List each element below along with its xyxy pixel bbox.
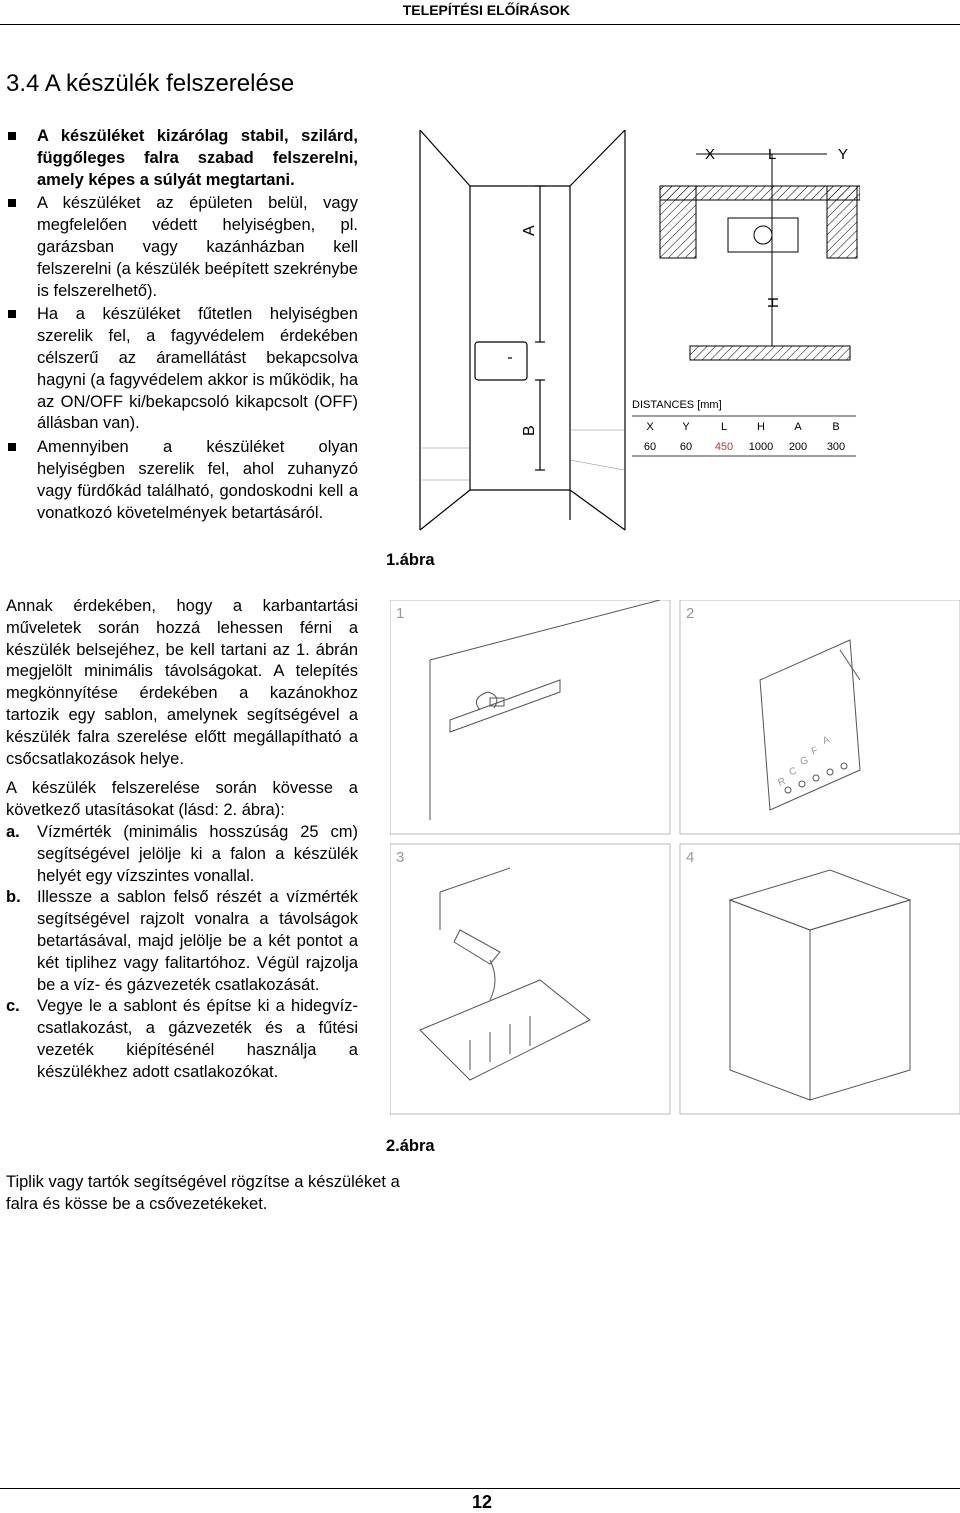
bullet-square-icon	[8, 199, 16, 207]
table-header: Y	[682, 421, 690, 433]
bullet-square-icon	[8, 310, 16, 318]
panel-number: 4	[686, 849, 695, 866]
figure-1-distances	[380, 130, 860, 550]
panel-number: 1	[396, 605, 405, 622]
distances-table-title: DISTANCES [mm]	[632, 399, 722, 411]
dimension-b-label: B	[521, 425, 538, 436]
bullet-item: A készüléket kizárólag stabil, szilárd, függőleges falra szabad felszerelni, amely képes a súlyát megtartani.	[6, 126, 358, 191]
table-cell: 200	[788, 441, 808, 453]
step-item: b. Illessze a sablon felső részét a vízmérték segítségével rajzolt vonalra a távolságok betartásával, majd jelölje be a két pontot a két tiplihez vagy falitartóhoz. Végül rajzolja be a víz- és gázvezeték csatlakozását.	[6, 888, 358, 994]
template-letter: F	[809, 745, 820, 758]
paragraph: Annak érdekében, hogy a karbantartási műveletek során hozzá lehessen férni a készülék belsejéhez, be kell tartani az 1. ábrán megjelölt minimális távolságokat. A telepítés megkönnyítése érdekében a kazánokhoz tartozik egy sablon, amelynek segítségével a készülék falra szerelése előtt megállapítható a csőcsatlakozások helye.	[6, 597, 358, 768]
table-header: A	[794, 421, 802, 433]
figure-2-caption: 2.ábra	[386, 1137, 435, 1155]
bullet-square-icon	[8, 132, 16, 140]
table-header: H	[757, 421, 765, 433]
bullet-item: A készüléket az épületen belül, vagy megfelelően védett helyiségben, pl. garázsban vagy kazánházban kell felszerelni (a készülék beépített szekrénybe is felszerelhető).	[6, 193, 358, 302]
step-label: c.	[6, 997, 20, 1016]
dimension-h-label: H	[765, 297, 782, 308]
dimension-a-label: A	[521, 225, 538, 236]
table-header: L	[720, 421, 728, 433]
bullet-item: Amennyiben a készüléket olyan helyiségben szerelik fel, ahol zuhanyzó vagy fürdőkád található, gondoskodni kell a vonatkozó követelmények betartásáról.	[6, 437, 358, 524]
pipe-connections-icon	[420, 980, 590, 1080]
step-label: b.	[6, 888, 21, 907]
section-title: 3.4 A készülék felszerelése	[6, 70, 295, 97]
final-instruction: Tiplik vagy tartók segítségével rögzítse a készüléket a falra és kösse be a csővezetékeket.	[6, 1173, 400, 1213]
template-letter: R	[776, 775, 788, 789]
spirit-level-icon	[430, 600, 660, 820]
requirements-list	[6, 126, 358, 526]
table-header: B	[832, 421, 840, 433]
template-letter: C	[787, 765, 799, 779]
drill-icon	[440, 868, 510, 1000]
installation-text	[6, 596, 358, 1084]
table-header: X	[646, 421, 654, 433]
panel-number: 3	[396, 849, 405, 866]
dimension-l-label: L	[768, 146, 777, 163]
dimension-y-label: Y	[838, 146, 849, 163]
step-item: c. Vegye le a sablont és építse ki a hidegvíz-csatlakozást, a gázvezeték és a fűtési vezeték kiépítésénél használja a készülékhez adott csatlakozókat.	[6, 997, 358, 1081]
page-number: 12	[472, 1492, 493, 1512]
figure-2-steps	[390, 600, 960, 1140]
table-cell-highlight: 450	[714, 441, 734, 453]
template-sheet-icon	[760, 640, 860, 810]
template-letter: G	[798, 754, 810, 768]
step-label: a.	[6, 822, 20, 841]
bullet-square-icon	[8, 443, 16, 451]
figure-1-caption: 1.ábra	[386, 551, 435, 569]
step-item: a. Vízmérték (minimális hosszúság 25 cm) segítségével jelölje ki a falon a készülék helyét egy vízszintes vonallal.	[6, 822, 358, 885]
boiler-icon	[730, 870, 910, 1100]
table-cell: 1000	[748, 441, 774, 453]
dimension-x-label: X	[705, 146, 716, 163]
panel-number: 2	[686, 605, 695, 622]
table-cell: 60	[643, 441, 657, 453]
table-cell: 60	[679, 441, 693, 453]
header-title: TELEPÍTÉSI ELŐÍRÁSOK	[402, 2, 570, 18]
bullet-item: Ha a készüléket fűtetlen helyiségben szerelik fel, a fagyvédelem érdekében célszerű az áramellátást bekapcsolva hagyni (a fagyvédelem akkor is működik, ha az ON/OFF ki/bekapcsoló kikapcsolt (OFF) állásban van).	[6, 304, 358, 435]
table-cell: 300	[826, 441, 846, 453]
header-rule	[0, 24, 960, 25]
paragraph: A készülék felszerelése során kövesse a következő utasításokat (lásd: 2. ábra):	[6, 779, 358, 820]
page-header	[0, 0, 960, 22]
template-letter: A	[821, 734, 832, 748]
footer-rule	[0, 1488, 960, 1489]
